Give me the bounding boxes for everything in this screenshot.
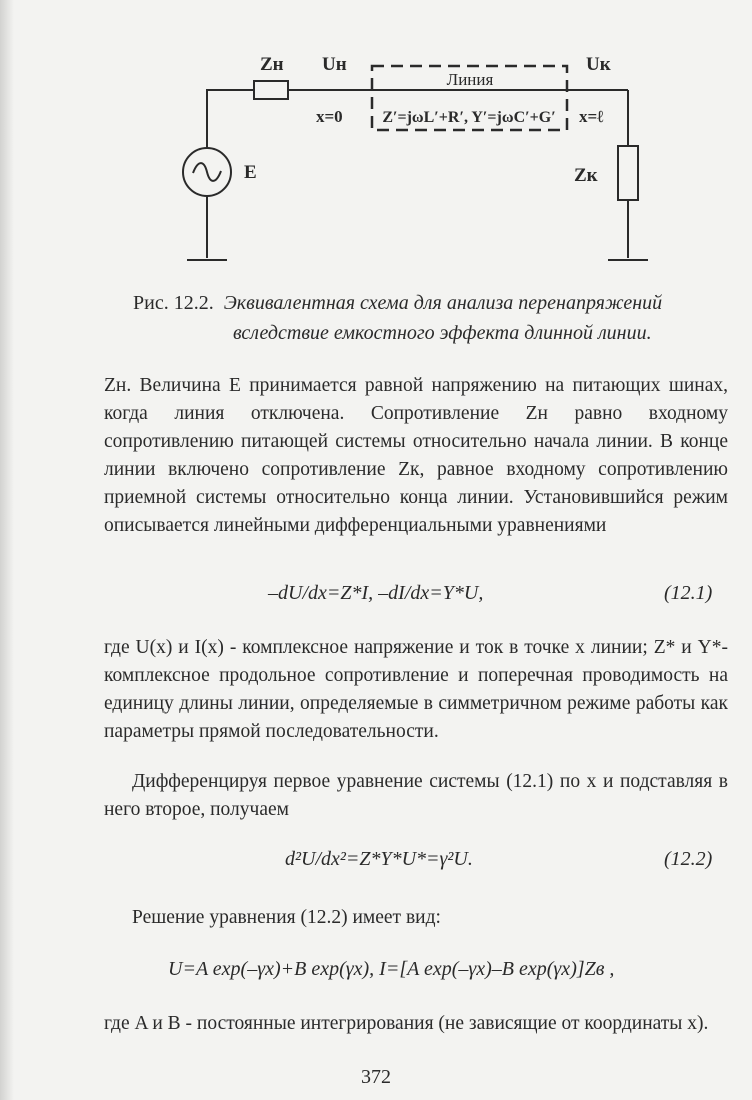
caption-line2: вследствие емкостного эффекта длинной линии. (233, 322, 652, 344)
label-un: Uн (322, 54, 347, 75)
label-zk: Zк (574, 165, 598, 186)
resistor-zk (618, 146, 638, 200)
label-x0: x=0 (316, 107, 343, 126)
equation-2: d²U/dx²=Z*Y*U*=γ²U. (285, 848, 473, 870)
line-label: Линия (446, 70, 494, 89)
label-zn: Zн (260, 54, 284, 75)
resistor-zn (254, 81, 288, 99)
label-e: E (244, 162, 257, 183)
label-uk: Uк (586, 54, 611, 75)
paragraph-4: Решение уравнения (12.2) имеет вид: (132, 907, 441, 928)
equation-1-number: (12.1) (664, 582, 713, 604)
equation-1: –dU/dx=Z*I, –dI/dx=Y*U, (268, 582, 484, 604)
figure-caption (133, 288, 733, 348)
equation-3: U=A exp(–γx)+B exp(γx), I=[A exp(–γx)–B exp(γx)]Zв , (168, 958, 615, 980)
paragraph-1: Zн. Величина E принимается равной напряжению на питающих шинах, когда линия отключена. Сопротивление Zн равно входному сопротивлению питающей системы относительно начала линии. В конце линии включено сопротивление Zк, равное входному сопротивлению приемной системы относительно конца линии. Установившийся режим описывается линейными дифференциальными уравнениями (104, 375, 728, 536)
paragraph-3: Дифференцируя первое уравнение системы (12.1) по x и подставляя в него второе, получаем (104, 771, 728, 820)
line-params: Z′=jωL′+R′, Y′=jωC′+G′ (382, 109, 556, 126)
caption-line1: Эквивалентная схема для анализа перенапряжений (223, 292, 663, 314)
paragraph-2: где U(x) и I(x) - комплексное напряжение и ток в точке x линии; Z* и Y*- комплексное продольное сопротивление и поперечная проводимость на единицу длины линии, определяемые в симметричном режиме работы как параметры прямой последовательности. (104, 637, 728, 742)
label-xl: x=ℓ (579, 107, 604, 126)
equation-2-number: (12.2) (664, 848, 713, 870)
page-number: 372 (361, 1066, 391, 1088)
circuit-diagram (0, 0, 752, 280)
caption-label: Рис. 12.2. (133, 292, 214, 314)
paragraph-5: где A и B - постоянные интегрирования (не зависящие от координаты x). (104, 1013, 709, 1034)
